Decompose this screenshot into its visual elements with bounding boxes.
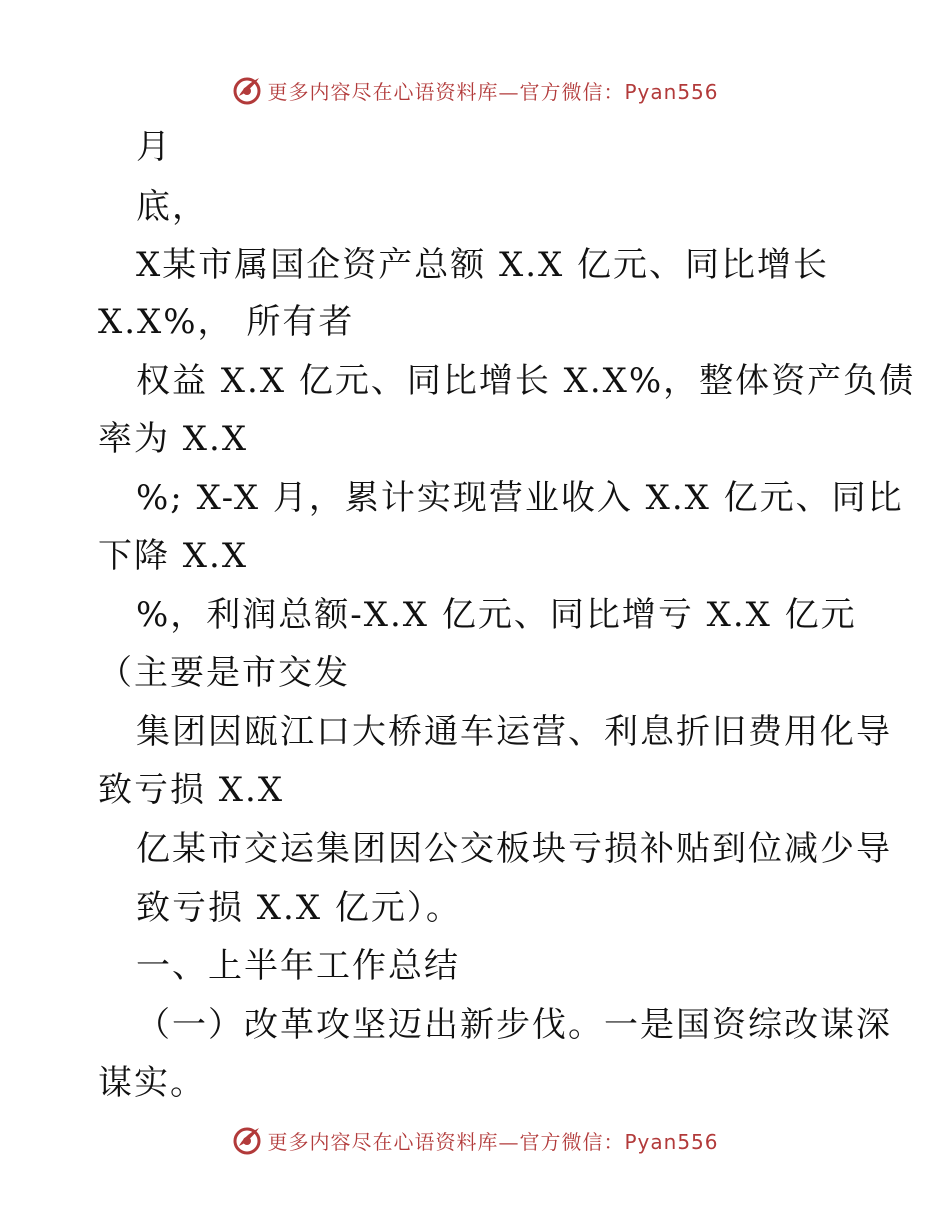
quill-logo-icon <box>231 74 263 106</box>
watermark-text: 更多内容尽在心语资料库—官方微信：Pyan556 <box>267 1129 719 1154</box>
text-line: 致亏损 X.X 亿元）。 <box>136 888 462 928</box>
watermark-footer <box>0 1120 950 1160</box>
text-line: %，利润总额-X.X 亿元、同比增亏 X.X 亿元 <box>136 595 857 635</box>
text-line: 下降 X.X <box>98 536 249 576</box>
watermark-header <box>0 70 950 110</box>
text-line: 权益 X.X 亿元、同比增长 X.X%，整体资产负债 <box>136 361 916 401</box>
text-line: X某市属国企资产总额 X.X 亿元、同比增长 <box>136 245 830 285</box>
quill-logo-icon <box>231 1124 263 1156</box>
watermark-text: 更多内容尽在心语资料库—官方微信：Pyan556 <box>267 79 719 104</box>
text-line: 谋实。 <box>98 1063 206 1103</box>
text-line: 集团因瓯江口大桥通车运营、利息折旧费用化导 <box>136 712 892 752</box>
text-line: 底， <box>136 187 208 227</box>
text-line: （主要是市交发 <box>98 653 350 693</box>
section-heading: 一、上半年工作总结 <box>136 946 460 986</box>
text-line: 致亏损 X.X <box>98 770 285 810</box>
text-line: 率为 X.X <box>98 419 249 459</box>
text-line: （一）改革攻坚迈出新步伐。一是国资综改谋深 <box>136 1005 892 1045</box>
text-line: X.X%， 所有者 <box>98 302 355 342</box>
text-line: 亿某市交运集团因公交板块亏损补贴到位减少导 <box>136 829 892 869</box>
text-line: %; X-X 月，累计实现营业收入 X.X 亿元、同比 <box>136 478 904 518</box>
text-line: 月 <box>136 127 172 167</box>
